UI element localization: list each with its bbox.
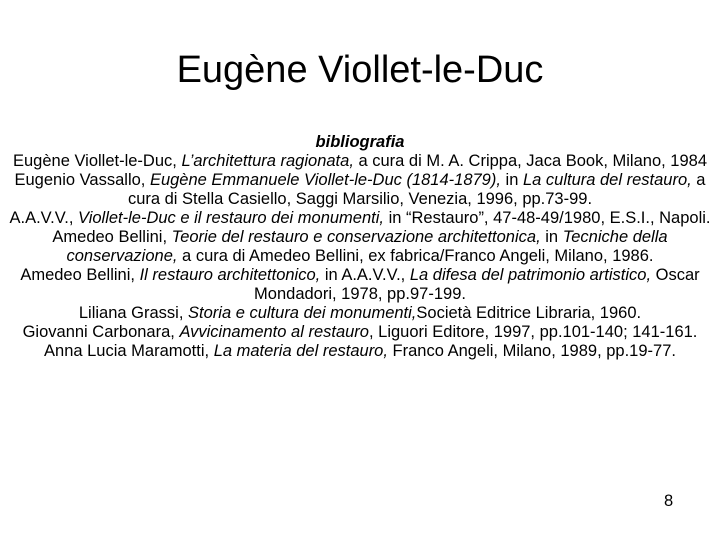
bibliography-entry bbox=[4, 171, 716, 209]
entry-details: in A.A.V.V., bbox=[320, 266, 410, 284]
entry-title: Eugène Emmanuele Viollet-le-Duc (1814-1879), bbox=[149, 171, 501, 189]
entry-author: Eugène Viollet-le-Duc, bbox=[12, 152, 182, 170]
entry-collection-title: Tecniche della conservazione, bbox=[66, 228, 668, 265]
bibliography-entry bbox=[4, 228, 716, 266]
entry-details: a cura di Amedeo Bellini, ex fabrica/Franco Angeli, Milano, 1986. bbox=[177, 247, 654, 265]
entry-details: in bbox=[540, 228, 563, 246]
bibliography-entry bbox=[4, 209, 716, 228]
entry-author: Giovanni Carbonara, bbox=[22, 323, 180, 341]
entry-details: Oscar Mondadori, 1978, pp.97-199. bbox=[254, 266, 700, 303]
entry-details: Società Editrice Libraria, 1960. bbox=[416, 304, 642, 322]
bibliography-entry bbox=[4, 266, 716, 304]
entry-author: Amedeo Bellini, bbox=[52, 228, 172, 246]
entry-title: Storia e cultura dei monumenti, bbox=[188, 304, 417, 322]
entry-details: , Liguori Editore, 1997, pp.101-140; 141-161. bbox=[368, 323, 698, 341]
entry-author: A.A.V.V., bbox=[9, 209, 78, 227]
entry-details: Franco Angeli, Milano, 1989, pp.19-77. bbox=[387, 342, 676, 360]
entry-title: L’architettura ragionata, bbox=[181, 152, 354, 170]
entry-author: Amedeo Bellini, bbox=[20, 266, 140, 284]
entry-title: Viollet-le-Duc e il restauro dei monumenti, bbox=[77, 209, 384, 227]
entry-title: Avvicinamento al restauro bbox=[179, 323, 369, 341]
bibliography bbox=[4, 133, 716, 361]
entry-title: Il restauro architettonico, bbox=[139, 266, 321, 284]
bibliography-entry bbox=[4, 323, 716, 342]
entry-author: Eugenio Vassallo, bbox=[14, 171, 150, 189]
slide-title: Eugène Viollet-le-Duc bbox=[176, 49, 544, 91]
entry-details: a cura di M. A. Crippa, Jaca Book, Milano, 1984 bbox=[353, 152, 708, 170]
entry-details: a cura di Stella Casiello, Saggi Marsilio, Venezia, 1996, pp.73-99. bbox=[127, 171, 706, 208]
bibliography-entry bbox=[4, 152, 716, 171]
entry-title: La materia del restauro, bbox=[213, 342, 388, 360]
entry-collection-title: La difesa del patrimonio artistico, bbox=[409, 266, 652, 284]
entry-details: in bbox=[500, 171, 523, 189]
entry-author: Liliana Grassi, bbox=[78, 304, 189, 322]
entry-collection-title: La cultura del restauro, bbox=[522, 171, 692, 189]
entry-title: Teorie del restauro e conservazione architettonica, bbox=[171, 228, 541, 246]
entry-details: in “Restauro”, 47-48-49/1980, E.S.I., Napoli. bbox=[383, 209, 711, 227]
entry-author: Anna Lucia Maramotti, bbox=[44, 342, 214, 360]
bibliography-heading: bibliografia bbox=[315, 133, 405, 151]
bibliography-entry bbox=[4, 304, 716, 323]
bibliography-entry bbox=[4, 342, 716, 361]
slide-number: 8 bbox=[664, 492, 674, 510]
